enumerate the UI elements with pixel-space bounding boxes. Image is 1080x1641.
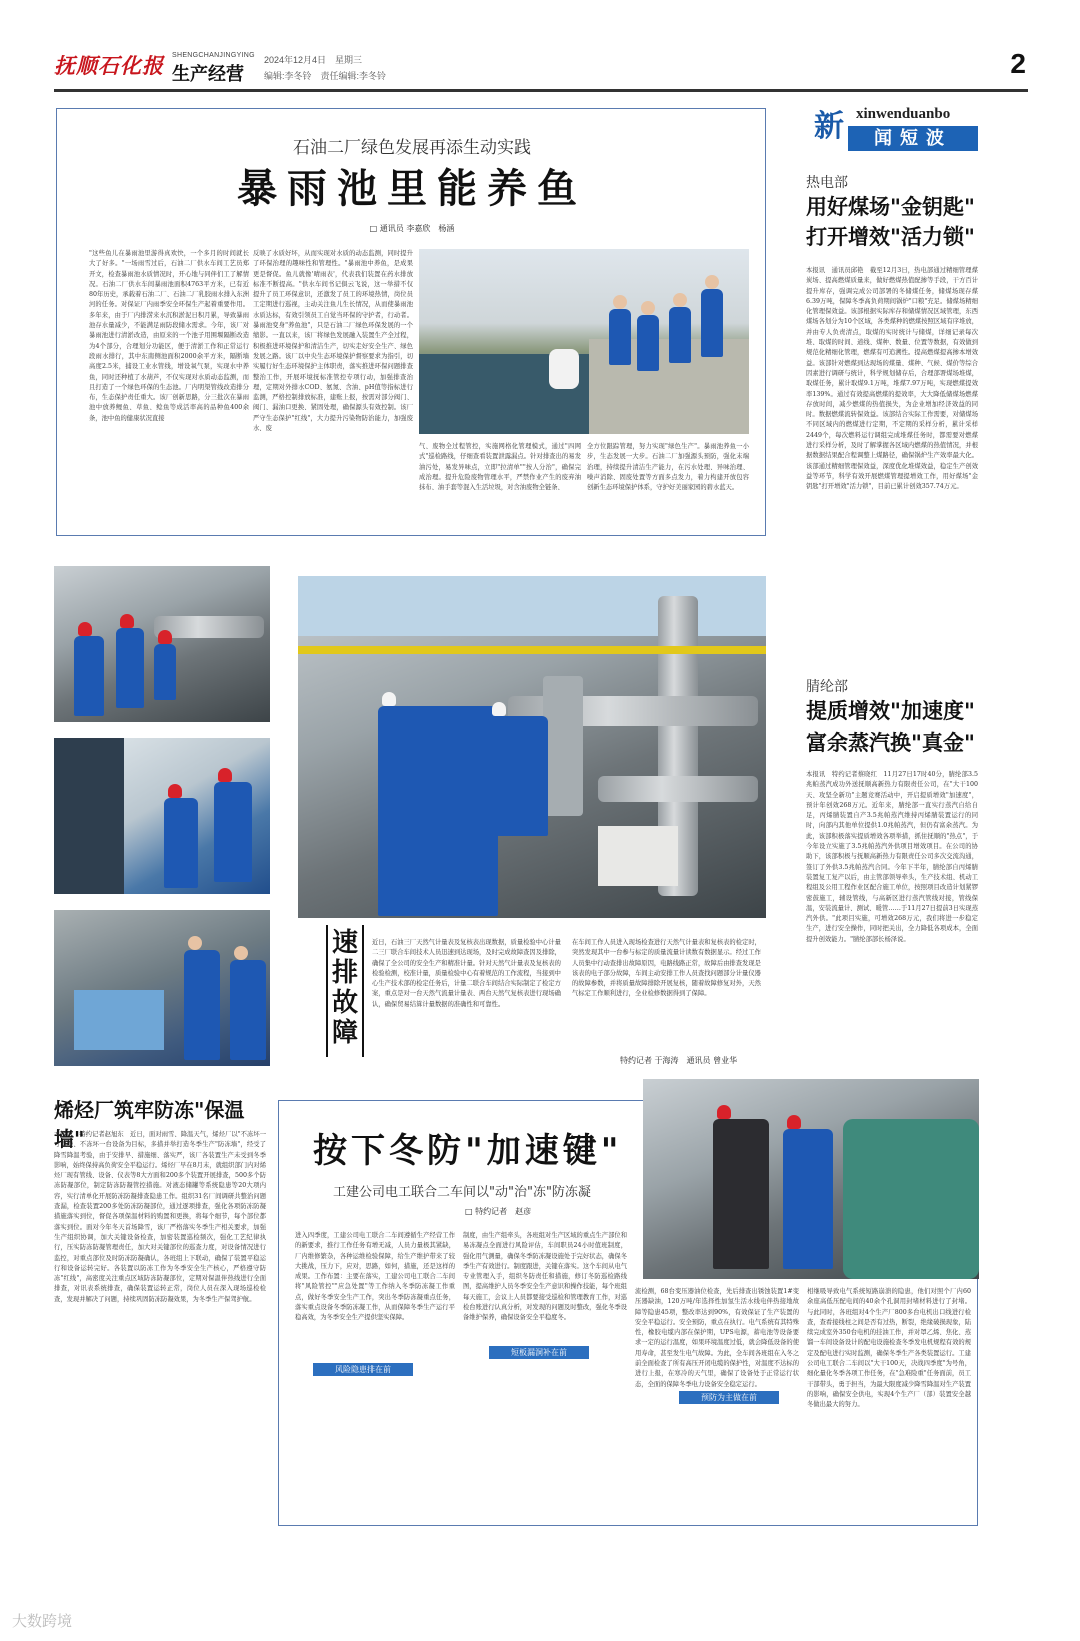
- winter-story-col1: 进入四季度，工建公司电工联合二车间遵循生产经营工作的新要求，推行工作任务有增无减，人员力量极其紧缺，厂内维修繁杂，各种运维检验保障，给生产维护带来了较大挑战，压力下，应对，思路，如何，措施，还是这样的成果。工作布置：主要在落实，工建公司电工联合二车间将"风险管控""应急处置"等工作纳入冬季防冻凝工作重点，做好冬季安全生产工作，突出冬季防冻凝重点任务，落实重点设备冬季防冻凝工作，从而保障冬季生产运行平稳高效，为冬季安全生产提供坚实保障。: [295, 1232, 455, 1322]
- worker-figure: [701, 289, 723, 357]
- electric-motor: [843, 1119, 979, 1279]
- worker-figure: [164, 798, 198, 888]
- winter-story-col2: 制度，由生产组牵头，各班组对生产区域的重点生产部位和易冻凝点全面进行风险评估，车间职员24小时值班制度，强化用气测量，确保冬季防冻凝设施处于完好状态，确保冬季生产有效进行。制度跟进，关键在落实。这个车间从电气专业管理入手，组织冬防责任和措施，修订冬防巡检路线图，提高维护人员冬季安全生产意识和操作技能，每个班组每天施工，会议上人员都要接受巡检和管理教育工作，对巡检台账进行认真分析，对发现的问题及时整改，强化冬季设备维护保养，确保设备安全平稳度冬。: [463, 1232, 627, 1322]
- worker-figure: [230, 960, 266, 1060]
- speed-story-title: 速排故障: [331, 928, 358, 1048]
- brief2-title-line1: 提质增效"加速度": [806, 699, 975, 723]
- olefin-story-title: 烯烃厂筑牢防冻"保温墙": [54, 1098, 245, 1151]
- worker-figure: [154, 644, 176, 700]
- yellow-gas-line: [298, 646, 766, 654]
- masthead: [54, 50, 1028, 92]
- brief-pinyin: xinwenduanbo: [856, 106, 951, 122]
- meter-column: [543, 676, 583, 816]
- section-label-prevent: 预防为主做在前: [679, 1391, 779, 1404]
- worker-figure: [669, 307, 691, 363]
- worker-figure: [74, 636, 104, 716]
- worker-figure: [488, 716, 548, 836]
- lab-instrument: [74, 990, 164, 1050]
- lab-testing-photo: [54, 910, 270, 1066]
- workers-inspect-photo: [54, 566, 270, 722]
- fish-bag: [549, 349, 579, 389]
- brief1-title-line1: 用好煤场"金钥匙": [806, 195, 975, 219]
- brief2-title-line2: 富余蒸汽换"真金": [806, 731, 975, 755]
- top-story-title: 暴雨池里能养鱼: [237, 166, 587, 212]
- news-brief-header: [808, 106, 978, 152]
- winter-story-box: [278, 1100, 978, 1526]
- winter-story-subtitle: 工建公司电工联合二车间以"动"治"冻"防冻凝: [333, 1185, 591, 1200]
- instrument-rack: [54, 738, 124, 894]
- electricians-photo: [643, 1079, 979, 1279]
- section-label-risk: 风险隐患排在前: [313, 1363, 413, 1376]
- gas-meter-photo: [298, 576, 766, 918]
- top-story-col3: 气、废物全过程管控，实施网格化管理模式，通过"四网式"巡检路线，仔细查看装置泄露漏点。针对排查出的易发油污处，易发异味点，立即"拉清单""按人分治"，确保完成治理。提升危险废物管理水平，严禁作业产生的废弃油抹布、油手套等混入生活垃圾，对含油废物全链条、: [419, 443, 581, 492]
- section-pinyin: SHENGCHANJINGYING: [172, 52, 255, 59]
- speed-story-byline: 特约记者 于海涛 通讯员 曾业华: [620, 1056, 738, 1065]
- section-name: 生产经营: [172, 64, 244, 85]
- newspaper-logo: 抚顺石化报: [54, 53, 164, 78]
- winter-story-col3: 流检测，68台变压器油位检查，先后排查出锈蚀装置1#变压器缺油，120万吨/年选择性加氢生活水线电伴热接地故障等隐患45项，整改率达到90%，有效保证了生产装置的安全平稳运行。安全预防，重点在执行。电气系统有其特殊性，橡胶电缆内部在保护期，UPS电源，蓄电池等设备要求一定的运行温度，如果环境温度过低，就会降低设备的使用寿命，甚至发生电气故障。为此，全车间各班组在入冬之前全面检查了所有高压开闭电缆的保护性，对温度不达标的进行上报，在寒冷的天气里，确保了设备处于正常运行状态，全面的保障冬季电力设备安全稳定运行。: [635, 1288, 799, 1388]
- top-story-box: [56, 108, 766, 536]
- top-story-col4: 全方位跟踪管理，努力实现"绿色生产"。暴雨池养鱼一小步，生态发展一大步。石油二厂加强源头预防，强化末端治理，持续提升清洁生产能力，在污水处理、异味治理、噪声消除、固废处置等方面多点发力，着力构建开放包容创新生态环境保护体系，守护好美丽家园的碧水蓝天。: [587, 443, 749, 492]
- worker-figure: [184, 950, 220, 1060]
- speed-story-col2: 在车间工作人员进入现场检查进行天然气计量表和复核表的检定时，突然发现其中一台参与标定的质量流量计读数有数据显示。经过工作人员集中行动查排出故障原因，电路线路正常，故障后由排查发现是该表的电子部分故障，车间主动安排工作人员查找问题部分计量仪器的故障参数，并将质量故障排除开展复核，随着故障修复对外，天然气标定工作顺利进行，全业检修数据得到了保障。: [572, 939, 761, 998]
- worker-figure: [637, 315, 659, 371]
- section-label-gaps: 短板漏洞补在前: [489, 1346, 589, 1359]
- worker-figure: [116, 628, 144, 708]
- worker-figure: [214, 782, 252, 882]
- brief1-dept: 热电部: [806, 175, 848, 191]
- brief2-dept: 腈纶部: [806, 679, 848, 695]
- page-number: 2: [1010, 48, 1026, 79]
- issue-date: 2024年12月4日 星期三: [264, 55, 363, 65]
- brief1-title-line2: 打开增效"活力锁": [806, 225, 975, 249]
- top-story-kicker: 石油二厂绿色发展再添生动实践: [293, 138, 531, 158]
- worker-figure: [713, 1119, 769, 1269]
- top-story-col2: 反映了水质好坏，从而实现对水质的动态监测，同时提升了环保治理的趣味性和管理性。"暴雨池中养鱼，是成果更是督促。鱼儿就像'晴雨表'，代表我们装置在药水排放标准不断提高。"供水车间书记俱云飞说，这一举措不仅提升了员工环保意识，还激发了员工的环境热情，岗位员工定期进行巡视，主动关注鱼儿生长情况，从而使暴雨池水质达标，有效引领员工自觉当环保的守护者，行动者。暴雨池变身"养鱼池"，只是石油二厂绿色环保发展的一个缩影。一直以来，该厂将绿色发展融入装置生产全过程，积极推进环境保护和清洁生产，切实走好安全生产、绿色发展之路。该厂以中央生态环境保护督察要求为指引，切实履行好生态环境保护主体职责，落实推进环保问题排查整治工作，开展环境抚标准管控专项行动，加强排查治理，定期对外排水COD、氨氮、含油、pH值等指标进行监测，严格控制排放标准，建账上报，按需对部分阀门、阀门、漏油口更换、紧固处理，确保源头有效控制。该厂严守生态保护"红线"，大力提升污染物防治能力，加强废水、废: [253, 250, 413, 433]
- worker-figure: [783, 1129, 833, 1269]
- fish-release-photo: [419, 249, 749, 434]
- pipe: [598, 776, 758, 802]
- brief2-body: 本报讯 特约记者蔡晓红 11月27日17时40分，腈纶部3.5兆帕蒸汽成功外送抚顺高新热力有限责任公司，在"大干100天、攻坚全新功"主题竞赛活动中，开启提质增效"加速度"，预计年创效268万元。近年来，腈纶部一直实行蒸汽自给自足，丙烯腈装置自产3.5兆帕蒸汽维持丙烯腈装置运行的同时，向部内其他单位提供1.0兆帕蒸汽，但仍有富余蒸汽。为此，该部积极落实提质增效各项举措，抓住抚顺的"热点"，于今年设立实施了3.5兆帕蒸汽外供项目增效项目。在公司的协助下，该部积极与抚顺高新热力有限责任公司多次交流沟通，签订了外供3.5兆帕蒸汽合同。今年下半年，腈纶部自丙烯腈装置复工复产以后，由主管部领导牵头，生产技术组、机动工程组及公用工程作业区配合施工单位，按照项目改造计划紧锣密鼓施工，辅设管线，与高新区进行蒸汽管线对接，管线保温，安装流量计、测试、暖管……于11月27日提前3日实现蒸汽外供。"此项目实施，可增效268万元，我们将进一步稳定生产，进行安全操作，同时把关出，全力降低各项成本，全面提升创效能力。"腈纶部部长杨泽说。: [806, 771, 978, 943]
- worker-figure: [378, 706, 498, 916]
- speed-story-col1: 近日，石油三厂天然气计量表及复核表出现数据，质量检验中心计量二三厂联合车间技术人员迅速到达现场，及时完成故障查因及排除，确保了全公司的安全生产和精准计量。针对天然气计量表及复核表的检验检测，校准计量，质量检验中心有着规范的工作流程，当接到中心生产技术部的检定任务后，计量二联合车间结合实际制定了检定方案，重点是对一台天然气流量计量表、两台天然气复核表进行现场确认，确保贸易结算计量数据的准确性和可靠性。: [372, 939, 561, 1008]
- winter-story-title: 按下冬防"加速键": [313, 1131, 623, 1171]
- worker-figure: [609, 309, 631, 365]
- top-story-col1: "这些鱼儿在暴雨池里游得真欢快，一个多月的时间就长大了好多。"一场雨雪过后，石油二厂供水车间工艺员郑开文，检查暴雨池水质情况时，开心地与同伴们工了解情况。石油二厂供水车间暴雨池面积4763平方米，已有近80年历史，承载着石油二厂、石油二厂乳胶雨水排入东洲河的任务。对保证厂内雨季安全环保生产起着重要作用。多年来，由于厂内排涝来水沉积淤泥日积月累，导致暴雨池存水量减少，不能满足雨防段储水需求。今年，该厂对暴雨池进行清淤改造，由原来的一个池子用围堰隔断改造为4个部分，合理划分功能区，便于清淤工作和正常运行段雨水排行，其中东南侧池面积2000余平方米，隔断墙高度2.5米，捕设工业水管线，增设氧气泵，实现水中养鱼，同时还种植了水葫芦，不仅实现对水质动态监测，而且打造了一个绿色环保的生态池。厂内明渠管线改造排分布，生态保护责任重大。该厂创新思路，分三批次在暴雨池中放养鲤鱼、草鱼、鲶鱼等成活率高的品种鱼400余条，池中鱼的健康状况直接: [89, 250, 249, 422]
- top-story-byline: □ 通讯员 李嘉欣 杨涵: [369, 224, 455, 233]
- editor-credits: 编辑:李冬铃 责任编辑:李冬铃: [264, 71, 387, 81]
- brief-label: 闻短波: [848, 126, 978, 151]
- meter-calibration-photo: [54, 738, 270, 894]
- brief-xin-char: 新: [814, 109, 844, 144]
- brief1-body: 本报讯 通讯员邱艳 截至12月3日，热电部通过精细管理煤炭场、提高燃煤质量来，做好燃煤热值配掺等手段，干方百计提升库存，强调完成公司部署的冬储煤任务，储煤场现存煤6.39万吨，保障冬季高负荷期间锅炉"口粮"充足。储煤场精细化管理保效益。该部根据实际库存和储煤情况区域管理，东西煤场各划分为10个区域，各类煤种的燃煤按照区域有序堆放，并由专人负责清点，取煤的实时统计与储煤，详细记录每次堆、取煤的时间、道线、煤种、数量、位置等数据，有效做到规范化精细化管理，燃煤有可追溯性。提高燃煤提高掺本增效益。该部针对燃煤到达现场的煤量、煤种、气候、煤价等综合因素进行调研与统计，科学规划储存后，合理部署煤场堆煤，取煤任务，累计取煤9.1万吨，堆煤7.97万吨，实现燃煤提效率139%。通过有效提高燃煤的提效率，大大降低储煤场燃煤存放时间，减少燃煤的热值损失，为企业增加经济效益的同时。数据燃煤流转保效益。该部结合实际工作需要，对储煤场不同区域内的燃煤进行定期，不定期的采样分析，累计采样2449个，每次燃料运行调组完成堆煤任务时，都需要对燃煤进行采样分析，及时了解掌握各区域内燃煤的热值情况，并根据数据结果配合程调整上煤路径，确保锅炉生产效率最大化。该部通过精细管理保效益，深度优化堆煤效益，稳定生产创效益等环节，科学有效开展燃煤管理提增效工作，用好煤场"金钥匙"打开增效"活力锁"，目前已累计创效357.74万元。: [806, 267, 978, 491]
- junction-box: [598, 826, 678, 886]
- winter-story-byline: □ 特约记者 赵彦: [465, 1207, 532, 1216]
- winter-story-col4: 相继吸导致电气系统短路崩溃的隐患，他们对照个厂内60余座高低压配电间的40余个孔洞用封堵材料进行了封堵。与此同时，各班组对4个生产厂800多台电机出口线进行检查，查看接线柱之间是否有过热，断裂，绝缘破损现象，陆续完成室外350台电机的挂油工作，并对罩乙烯、焦化、蒸馏一车间设备设计的配电设施检查冬季发电机规程有效的规定及配电进行实时监测，确保冬季生产各类装置运行。工建公司电工联合二车间以"大干100天，决战四季度"为号角，细化量化冬季各项工作任务，在"急难险重"任务面前，员工干部带头，勇于担当，为最大限度减少降雪降温对生产装置的影响，确保安全供电，实现4个生产厂（部）装置安全越冬做出最大的努力。: [807, 1288, 971, 1409]
- watermark: 大数跨境: [12, 1612, 73, 1630]
- olefin-story-body: 本报讯 特约记者赵旭东 近日，面对雨雪、降温天气，烯烃厂以"不冻坏一寸管线、不冻坏一台设备为目标，多措并举打造冬季生产"防冻墙"，经受了降雪降温考验，由于安排早、措施细、落实严，该厂各装置生产未受到冬季影响，始终保持高负荷安全平稳运行。烯烃厂早在8月末，就组织部门内对烯烃厂现有管线、设备、仪表等8大方面和200多个装置开展排查，500多个防冻防凝部位，制定防冻防凝管控措施。对液态储罐等系统隐患等20大项内容，实行清单化开展防冻防凝排查隐患工作。组织31名厂间调研共整治问题查漏，检查装置200多处防冻防凝部位，通过逐项排查，强化各项防冻防凝措施落实到位，督促各项保温材料的购置和更换，将每个细节，每个部位都落实到位。面对今年冬天首场降雪，该厂严格落实冬季生产相关要求，加强生产组织协调，加大关键设备检查，加密装置巡检频次，强化工艺纪律执行，压实防冻防凝管理责任，加大对关键部位的巡查力度，对设备情况进行监控，对重点部位及时防冻防凝确认，各班组上下联动，确保了装置平稳运行和设备运转完好。各装置以防冻工作为冬季安全生产核心，严格遵守防冻"红线"，高密度关注重点区域防冻防凝部位，定期对保温伴热线进行全面排查，对讯表系统排查，确保装置运转正常，岗位人员在深入现场巡检检查，发现并解决了问题，持续巩固防冻防凝效果，为冬季生产保驾护航。: [54, 1131, 266, 1303]
